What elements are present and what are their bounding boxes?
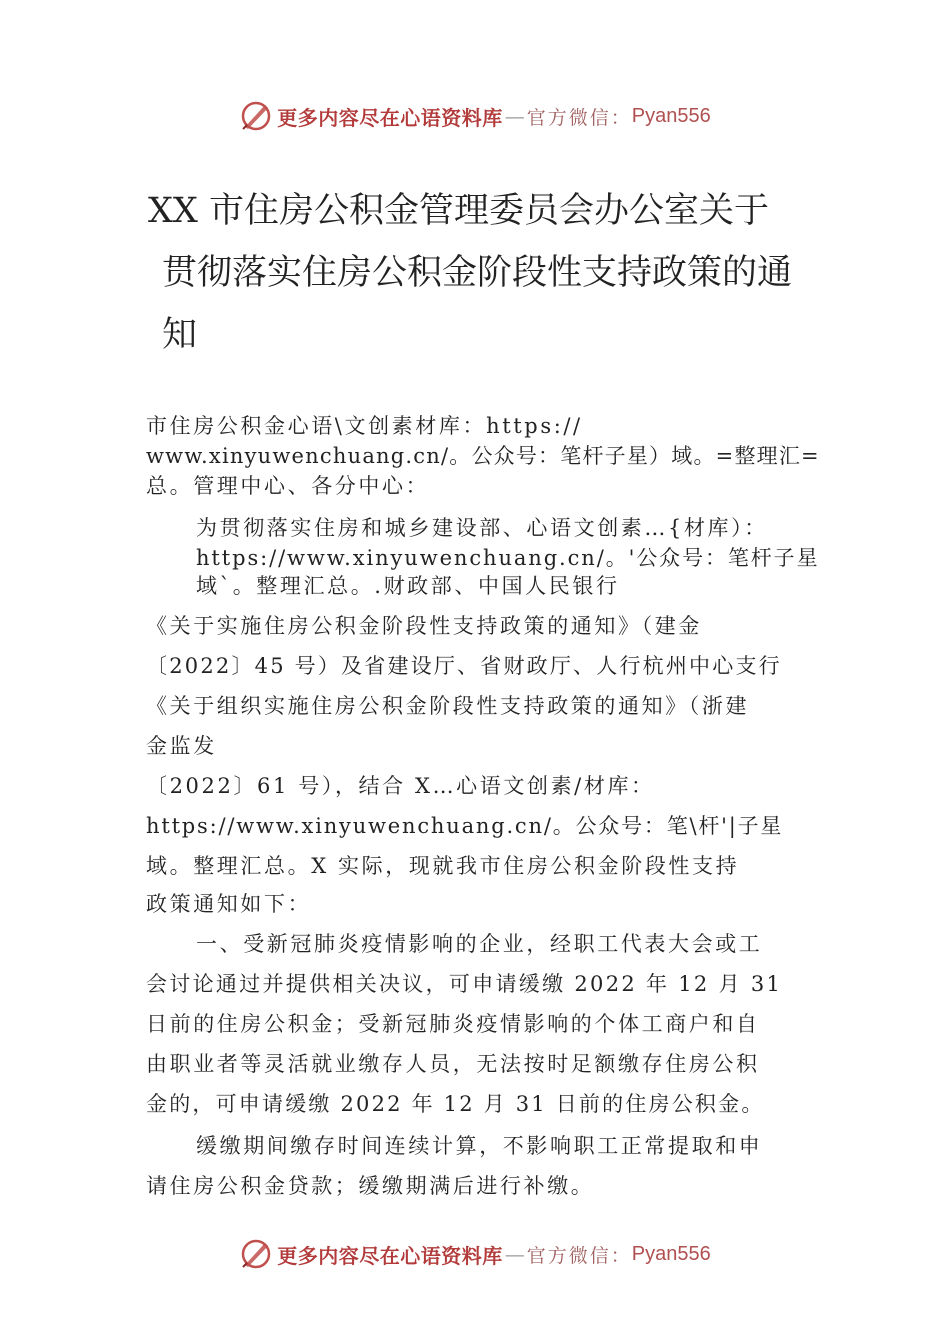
- text-line: 为贯彻落实住房和城乡建设部、心语文创素…{材库）：: [196, 516, 768, 540]
- watermark-banner-top: [0, 96, 950, 136]
- text-line: 域`。整理汇总。.财政部、中国人民银行: [196, 574, 620, 598]
- text-line: https://www.xinyuwenchuang.cn/。公众号：笔\杆'|子星: [146, 814, 784, 838]
- text-line: 〔2022〕45 号）及省建设厅、省财政厅、人行杭州中心支行: [146, 654, 782, 678]
- document-title: [148, 180, 828, 366]
- watermark-separator: —: [504, 1242, 525, 1266]
- text-line: 日前的住房公积金；受新冠肺炎疫情影响的个体工商户和自: [146, 1012, 760, 1036]
- pen-seal-icon: [239, 99, 273, 133]
- watermark-text: 更多内容尽在心语资料库: [277, 1243, 503, 1268]
- text-line: 由职业者等灵活就业缴存人员，无法按时足额缴存住房公积: [146, 1052, 760, 1076]
- text-line: www.xinyuwenchuang.cn/。公众号：笔杆子星）域。=整理汇=: [146, 444, 820, 468]
- text-line: 缓缴期间缴存时间连续计算，不影响职工正常提取和申: [196, 1134, 763, 1158]
- text-line: 市住房公积金心语\文创素材库：https://: [146, 414, 583, 438]
- pen-seal-icon: [239, 1237, 273, 1271]
- watermark-wechat-label: 官方微信：: [526, 106, 632, 129]
- watermark-wechat-id: Pyan556: [631, 1242, 711, 1265]
- text-line: 一、受新冠肺炎疫情影响的企业，经职工代表大会或工: [196, 932, 763, 956]
- text-line: 域。整理汇总。X 实际，现就我市住房公积金阶段性支持: [146, 854, 740, 878]
- text-line: 《关于实施住房公积金阶段性支持政策的通知》（建金: [146, 614, 702, 638]
- watermark-text: 更多内容尽在心语资料库: [277, 105, 503, 130]
- watermark-banner-bottom: [0, 1234, 950, 1274]
- text-line: 〔2022〕61 号），结合 X…心语文创素/材库：: [146, 774, 655, 798]
- text-line: 请住房公积金贷款；缓缴期满后进行补缴。: [146, 1174, 595, 1198]
- title-line-3: 知: [162, 315, 198, 355]
- text-line: 金的，可申请缓缴 2022 年 12 月 31 日前的住房公积金。: [146, 1092, 765, 1116]
- title-line-2: 贯彻落实住房公积金阶段性支持政策的通: [162, 253, 793, 293]
- watermark-wechat-label: 官方微信：: [526, 1244, 632, 1267]
- text-line: https://www.xinyuwenchuang.cn/。'公众号：笔杆子星: [196, 546, 820, 570]
- text-line: 政策通知如下：: [146, 892, 312, 916]
- title-line-1: XX 市住房公积金管理委员会办公室关于: [148, 191, 769, 231]
- text-line: 《关于组织实施住房公积金阶段性支持政策的通知》（浙建: [146, 694, 750, 718]
- watermark-separator: —: [504, 104, 525, 128]
- text-line: 会讨论通过并提供相关决议，可申请缓缴 2022 年 12 月 31: [146, 972, 783, 996]
- watermark-wechat-id: Pyan556: [631, 104, 711, 127]
- text-line: 总。管理中心、各分中心：: [146, 474, 430, 498]
- text-line: 金监发: [146, 734, 217, 758]
